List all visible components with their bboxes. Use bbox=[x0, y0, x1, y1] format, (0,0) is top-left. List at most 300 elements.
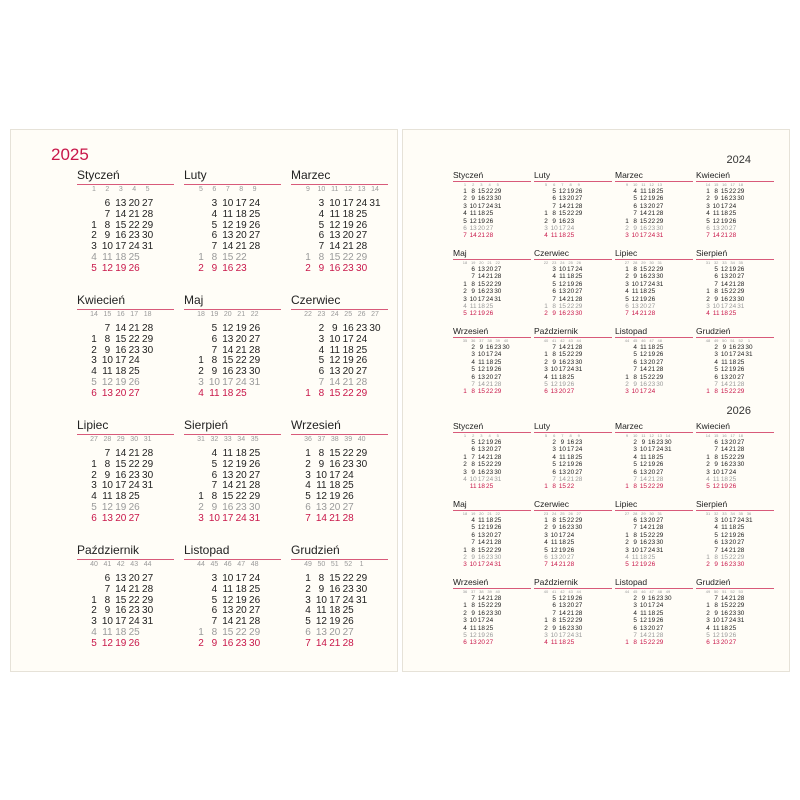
day-cell: 15 bbox=[558, 210, 566, 218]
day-cell: 1 bbox=[91, 594, 97, 606]
day-cell: 26 bbox=[356, 355, 368, 367]
day-cell: 25 bbox=[342, 605, 354, 617]
day-cell: 3 bbox=[463, 468, 467, 476]
day-cell: 21 bbox=[567, 609, 575, 617]
month-name: Styczeń bbox=[77, 168, 120, 182]
day-cell: 7 bbox=[633, 210, 637, 218]
day-cell: 21 bbox=[648, 476, 656, 483]
day-cell: 25 bbox=[356, 344, 368, 356]
day-cell: 11 bbox=[329, 208, 340, 220]
day-cell: 31 bbox=[356, 594, 368, 606]
day-cell: 29 bbox=[575, 210, 583, 218]
day-cell: 26 bbox=[737, 366, 745, 374]
day-cell: 20 bbox=[486, 373, 494, 381]
day-cell: 26 bbox=[486, 217, 494, 225]
day-cell: 17 bbox=[648, 602, 656, 610]
day-cell: 17 bbox=[115, 355, 127, 367]
day-cell: 1 bbox=[463, 188, 467, 195]
day-cell: 19 bbox=[486, 439, 494, 446]
week-number: 13 bbox=[357, 186, 366, 193]
week-number: 45 bbox=[632, 589, 638, 594]
day-cell: 19 bbox=[235, 458, 247, 470]
day-cell: 21 bbox=[729, 280, 737, 288]
day-cell: 22 bbox=[729, 188, 737, 195]
day-cell: 8 bbox=[471, 188, 475, 195]
day-cell: 9 bbox=[479, 344, 484, 351]
day-cell: 20 bbox=[342, 230, 354, 242]
day-cell: 15 bbox=[329, 387, 341, 399]
day-cell: 15 bbox=[720, 554, 728, 561]
day-cell: 2 bbox=[198, 262, 204, 274]
day-cell: 1 bbox=[706, 388, 710, 396]
day-cell: 24 bbox=[648, 232, 656, 240]
day-cell: 30 bbox=[142, 344, 154, 356]
week-number: 35 bbox=[738, 260, 743, 265]
day-cell: 14 bbox=[639, 366, 647, 374]
day-cell: 5 bbox=[305, 491, 311, 503]
day-cell: 9 bbox=[714, 461, 718, 469]
day-cell: 26 bbox=[128, 502, 140, 513]
day-cell: 17 bbox=[477, 561, 485, 569]
day-cell: 10 bbox=[101, 480, 113, 492]
day-cell: 25 bbox=[656, 188, 664, 195]
day-cell: 15 bbox=[477, 388, 485, 396]
day-cell: 17 bbox=[486, 351, 494, 359]
day-cell: 5 bbox=[91, 502, 97, 513]
day-cell: 8 bbox=[318, 387, 325, 399]
day-cell: 13 bbox=[469, 225, 477, 232]
day-cell: 22 bbox=[729, 602, 737, 610]
day-cell: 25 bbox=[486, 483, 494, 491]
day-cell: 1 bbox=[625, 266, 629, 273]
day-cell: 19 bbox=[235, 219, 247, 231]
day-cell: 15 bbox=[558, 617, 566, 625]
day-cell: 14 bbox=[712, 232, 720, 240]
day-cell: 6 bbox=[463, 225, 467, 232]
month-name: Maj bbox=[184, 293, 204, 307]
day-cell: 4 bbox=[706, 624, 710, 632]
day-cell: 13 bbox=[477, 373, 485, 381]
day-cell: 7 bbox=[211, 616, 218, 628]
week-number: 42 bbox=[560, 589, 565, 594]
day-cell: 1 bbox=[544, 351, 548, 359]
day-cell: 9 bbox=[471, 468, 475, 476]
month-divider bbox=[77, 309, 174, 310]
day-cell: 30 bbox=[575, 310, 583, 318]
day-cell: 10 bbox=[550, 366, 558, 374]
day-cell: 17 bbox=[648, 446, 656, 454]
day-cell: 21 bbox=[729, 446, 737, 454]
day-cell: 13 bbox=[550, 554, 558, 561]
day-cell: 28 bbox=[494, 539, 502, 547]
day-cell: 12 bbox=[477, 366, 485, 374]
day-cell: 2 bbox=[463, 554, 467, 561]
day-cell: 15 bbox=[477, 280, 485, 288]
day-cell: 8 bbox=[318, 252, 325, 263]
day-cell: 9 bbox=[211, 637, 218, 649]
day-cell: 23 bbox=[648, 273, 656, 281]
week-number: 12 bbox=[344, 186, 353, 193]
day-cell: 29 bbox=[356, 252, 368, 263]
month-block bbox=[453, 248, 531, 324]
month-block bbox=[534, 499, 612, 575]
week-number: 14 bbox=[705, 433, 711, 438]
day-cell: 23 bbox=[729, 609, 737, 617]
day-cell: 20 bbox=[235, 230, 247, 242]
day-cell: 17 bbox=[222, 377, 234, 388]
day-cell: 4 bbox=[471, 517, 475, 524]
week-number: 34 bbox=[730, 260, 735, 265]
month-block bbox=[291, 293, 388, 413]
day-cell: 12 bbox=[558, 280, 566, 288]
day-cell: 13 bbox=[329, 230, 341, 242]
day-cell: 17 bbox=[567, 446, 575, 454]
day-cell: 16 bbox=[115, 605, 127, 617]
day-cell: 12 bbox=[315, 491, 327, 503]
day-cell: 26 bbox=[249, 219, 261, 231]
day-cell: 1 bbox=[544, 483, 548, 491]
week-number: 44 bbox=[576, 589, 581, 594]
week-number: 51 bbox=[722, 589, 727, 594]
month-name: Lipiec bbox=[615, 499, 638, 509]
day-cell: 24 bbox=[656, 446, 664, 454]
day-cell: 22 bbox=[648, 483, 656, 491]
day-cell: 27 bbox=[737, 273, 745, 281]
day-cell: 12 bbox=[469, 310, 477, 318]
week-number: 21 bbox=[487, 260, 492, 265]
day-cell: 14 bbox=[469, 232, 477, 240]
day-cell: 29 bbox=[494, 602, 502, 610]
day-cell: 28 bbox=[494, 595, 502, 602]
week-number: 10 bbox=[317, 186, 326, 193]
day-cell: 8 bbox=[471, 280, 475, 288]
day-cell: 25 bbox=[249, 448, 261, 459]
day-cell: 7 bbox=[714, 446, 718, 454]
day-cell: 29 bbox=[356, 573, 368, 584]
day-cell: 26 bbox=[575, 280, 583, 288]
week-number: 43 bbox=[130, 561, 139, 568]
week-number: 25 bbox=[560, 511, 565, 516]
month-name: Grudzień bbox=[291, 543, 340, 557]
day-cell: 2 bbox=[544, 310, 548, 318]
day-cell: 5 bbox=[471, 524, 475, 532]
day-cell: 23 bbox=[648, 225, 656, 232]
week-number: 18 bbox=[738, 433, 743, 438]
day-cell: 17 bbox=[639, 388, 647, 396]
day-cell: 15 bbox=[115, 219, 127, 231]
day-cell: 24 bbox=[356, 333, 368, 345]
day-cell: 26 bbox=[575, 595, 583, 602]
day-cell: 14 bbox=[222, 480, 234, 492]
day-cell: 19 bbox=[235, 323, 247, 334]
day-cell: 6 bbox=[714, 439, 718, 446]
day-cell: 9 bbox=[211, 262, 218, 274]
day-cell: 15 bbox=[639, 373, 647, 381]
day-cell: 7 bbox=[305, 637, 311, 649]
day-cell: 7 bbox=[552, 344, 556, 351]
month-block bbox=[453, 577, 531, 653]
day-cell: 11 bbox=[102, 366, 113, 378]
day-cell: 17 bbox=[558, 366, 566, 374]
day-cell: 16 bbox=[729, 344, 737, 351]
day-cell: 27 bbox=[656, 468, 664, 476]
day-cell: 25 bbox=[235, 387, 247, 399]
day-cell: 12 bbox=[720, 266, 728, 273]
day-cell: 18 bbox=[235, 208, 247, 220]
day-cell: 12 bbox=[477, 524, 485, 532]
day-cell: 21 bbox=[486, 595, 494, 602]
day-cell: 20 bbox=[729, 439, 737, 446]
day-cell: 19 bbox=[720, 632, 728, 639]
day-cell: 13 bbox=[477, 446, 485, 454]
day-cell: 15 bbox=[720, 288, 728, 296]
day-cell: 27 bbox=[249, 333, 261, 345]
week-number: 36 bbox=[304, 436, 312, 443]
day-cell: 16 bbox=[720, 295, 728, 303]
day-cell: 10 bbox=[208, 512, 220, 524]
day-cell: 19 bbox=[115, 502, 127, 513]
month-name: Maj bbox=[453, 248, 467, 258]
day-cell: 14 bbox=[477, 381, 485, 388]
day-cell: 2 bbox=[706, 609, 710, 617]
day-cell: 11 bbox=[329, 344, 340, 356]
day-cell: 2 bbox=[305, 262, 311, 274]
day-cell: 22 bbox=[342, 387, 354, 399]
day-cell: 8 bbox=[211, 491, 218, 503]
month-block bbox=[453, 421, 531, 497]
week-number: 31 bbox=[143, 436, 152, 443]
day-cell: 15 bbox=[639, 217, 647, 225]
week-number: 8 bbox=[239, 186, 244, 193]
day-cell: 28 bbox=[575, 344, 583, 351]
week-number: 8 bbox=[569, 182, 572, 187]
week-number: 28 bbox=[103, 436, 112, 443]
day-cell: 3 bbox=[305, 469, 311, 481]
day-cell: 5 bbox=[305, 616, 311, 628]
day-cell: 9 bbox=[552, 524, 556, 532]
day-cell: 28 bbox=[737, 446, 745, 454]
day-cell: 2 bbox=[625, 381, 629, 388]
week-number: 2 bbox=[472, 433, 475, 438]
day-cell: 4 bbox=[633, 609, 637, 617]
week-number: 38 bbox=[487, 338, 492, 343]
day-cell: 29 bbox=[494, 461, 502, 469]
day-cell: 27 bbox=[249, 469, 261, 481]
day-cell: 9 bbox=[714, 295, 718, 303]
day-cell: 6 bbox=[714, 539, 718, 547]
week-number: 48 bbox=[657, 589, 662, 594]
day-cell: 30 bbox=[494, 609, 502, 617]
day-cell: 20 bbox=[477, 225, 485, 232]
day-cell: 9 bbox=[633, 539, 637, 547]
day-cell: 5 bbox=[211, 458, 218, 470]
week-number: 51 bbox=[730, 338, 735, 343]
month-block bbox=[696, 577, 774, 653]
day-cell: 2 bbox=[318, 323, 325, 334]
day-cell: 13 bbox=[222, 605, 234, 617]
day-cell: 15 bbox=[720, 453, 728, 461]
week-number: 37 bbox=[317, 436, 326, 443]
day-cell: 21 bbox=[567, 476, 575, 483]
day-cell: 28 bbox=[142, 208, 154, 220]
day-cell: 3 bbox=[714, 517, 718, 524]
day-cell: 31 bbox=[737, 617, 745, 625]
day-cell: 16 bbox=[115, 344, 127, 356]
day-cell: 24 bbox=[567, 531, 575, 539]
day-cell: 13 bbox=[639, 517, 647, 524]
day-cell: 4 bbox=[544, 539, 548, 547]
day-cell: 11 bbox=[469, 210, 477, 218]
month-block bbox=[615, 421, 693, 497]
month-name: Grudzień bbox=[696, 577, 731, 587]
day-cell: 13 bbox=[639, 358, 647, 366]
day-cell: 2 bbox=[706, 295, 710, 303]
day-cell: 23 bbox=[729, 295, 737, 303]
day-cell: 23 bbox=[128, 344, 140, 356]
day-cell: 1 bbox=[91, 219, 97, 231]
day-cell: 4 bbox=[211, 448, 218, 459]
day-cell: 3 bbox=[625, 232, 629, 240]
day-cell: 13 bbox=[712, 639, 720, 647]
week-number: 20 bbox=[479, 260, 484, 265]
day-cell: 3 bbox=[91, 241, 97, 253]
day-cell: 8 bbox=[552, 210, 556, 218]
day-cell: 5 bbox=[91, 262, 97, 274]
week-number: 38 bbox=[330, 436, 339, 443]
day-cell: 27 bbox=[737, 439, 745, 446]
week-number: 42 bbox=[560, 338, 565, 343]
month-divider bbox=[77, 184, 174, 185]
day-cell: 1 bbox=[625, 373, 629, 381]
day-cell: 14 bbox=[550, 561, 558, 569]
day-cell: 2 bbox=[633, 439, 637, 446]
day-cell: 9 bbox=[211, 366, 218, 378]
day-cell: 19 bbox=[639, 295, 647, 303]
day-cell: 4 bbox=[552, 453, 556, 461]
week-number: 3 bbox=[480, 182, 483, 187]
day-cell: 31 bbox=[249, 512, 261, 524]
week-number: 33 bbox=[223, 436, 232, 443]
week-number: 49 bbox=[304, 561, 312, 568]
day-cell: 5 bbox=[471, 439, 475, 446]
week-number: 12 bbox=[649, 182, 654, 187]
day-cell: 16 bbox=[329, 583, 341, 595]
day-cell: 10 bbox=[631, 232, 639, 240]
day-cell: 8 bbox=[552, 517, 556, 524]
day-cell: 5 bbox=[706, 483, 710, 491]
day-cell: 11 bbox=[550, 373, 558, 381]
month-block bbox=[534, 421, 612, 497]
day-cell: 12 bbox=[222, 219, 234, 231]
day-cell: 20 bbox=[558, 554, 566, 561]
day-cell: 26 bbox=[249, 323, 261, 334]
day-cell: 24 bbox=[235, 377, 247, 388]
month-name: Listopad bbox=[615, 577, 648, 587]
day-cell: 11 bbox=[102, 491, 113, 503]
day-cell: 19 bbox=[486, 366, 494, 374]
week-number: 31 bbox=[705, 260, 711, 265]
day-cell: 19 bbox=[648, 617, 656, 625]
day-cell: 20 bbox=[648, 202, 656, 210]
day-cell: 25 bbox=[494, 358, 502, 366]
day-cell: 7 bbox=[544, 561, 548, 569]
day-cell: 26 bbox=[128, 377, 140, 388]
day-cell: 1 bbox=[198, 252, 204, 263]
week-number: 52 bbox=[730, 589, 735, 594]
day-cell: 20 bbox=[729, 539, 737, 547]
day-cell: 28 bbox=[356, 377, 368, 388]
day-cell: 2 bbox=[305, 458, 311, 470]
day-cell: 26 bbox=[656, 351, 664, 359]
day-cell: 29 bbox=[356, 387, 368, 399]
week-number: 4 bbox=[488, 433, 491, 438]
day-cell: 14 bbox=[115, 323, 127, 334]
week-number: 41 bbox=[551, 589, 557, 594]
month-block bbox=[615, 170, 693, 246]
day-cell: 13 bbox=[315, 627, 327, 638]
week-number: 2 bbox=[105, 186, 110, 193]
week-number: 38 bbox=[479, 589, 484, 594]
day-cell: 28 bbox=[575, 609, 583, 617]
day-cell: 2 bbox=[471, 344, 475, 351]
day-cell: 3 bbox=[625, 546, 629, 554]
day-cell: 16 bbox=[477, 288, 485, 296]
day-cell: 13 bbox=[558, 195, 566, 203]
day-cell: 29 bbox=[656, 483, 664, 491]
day-cell: 18 bbox=[648, 188, 656, 195]
day-cell: 27 bbox=[494, 446, 502, 454]
month-divider bbox=[184, 559, 281, 560]
week-number: 41 bbox=[551, 338, 557, 343]
day-cell: 24 bbox=[249, 198, 261, 209]
day-cell: 30 bbox=[737, 609, 745, 617]
week-number: 32 bbox=[713, 260, 719, 265]
day-cell: 15 bbox=[477, 461, 485, 469]
day-cell: 23 bbox=[567, 358, 575, 366]
week-number: 44 bbox=[576, 338, 581, 343]
day-cell: 15 bbox=[639, 483, 647, 491]
day-cell: 22 bbox=[342, 573, 354, 584]
day-cell: 28 bbox=[575, 476, 583, 483]
day-cell: 18 bbox=[729, 524, 737, 532]
day-cell: 19 bbox=[729, 266, 737, 273]
day-cell: 11 bbox=[550, 639, 558, 647]
day-cell: 3 bbox=[633, 446, 637, 454]
month-block bbox=[615, 499, 693, 575]
day-cell: 14 bbox=[639, 476, 647, 483]
day-cell: 27 bbox=[656, 202, 664, 210]
day-cell: 10 bbox=[712, 202, 720, 210]
day-cell: 4 bbox=[463, 476, 467, 483]
day-cell: 20 bbox=[235, 333, 247, 345]
week-number: 10 bbox=[632, 433, 638, 438]
day-cell: 12 bbox=[550, 546, 558, 554]
day-cell: 18 bbox=[648, 609, 656, 617]
day-cell: 6 bbox=[706, 639, 710, 647]
day-cell: 3 bbox=[198, 512, 204, 524]
week-number: 31 bbox=[705, 511, 711, 516]
week-number: 19 bbox=[470, 260, 476, 265]
week-number: 22 bbox=[495, 260, 500, 265]
day-cell: 18 bbox=[558, 639, 566, 647]
day-cell: 7 bbox=[104, 323, 111, 334]
day-cell: 23 bbox=[656, 439, 664, 446]
week-number: 31 bbox=[657, 511, 662, 516]
day-cell: 4 bbox=[318, 344, 325, 356]
day-cell: 19 bbox=[477, 217, 485, 225]
day-cell: 9 bbox=[552, 358, 556, 366]
day-cell: 15 bbox=[329, 252, 341, 263]
